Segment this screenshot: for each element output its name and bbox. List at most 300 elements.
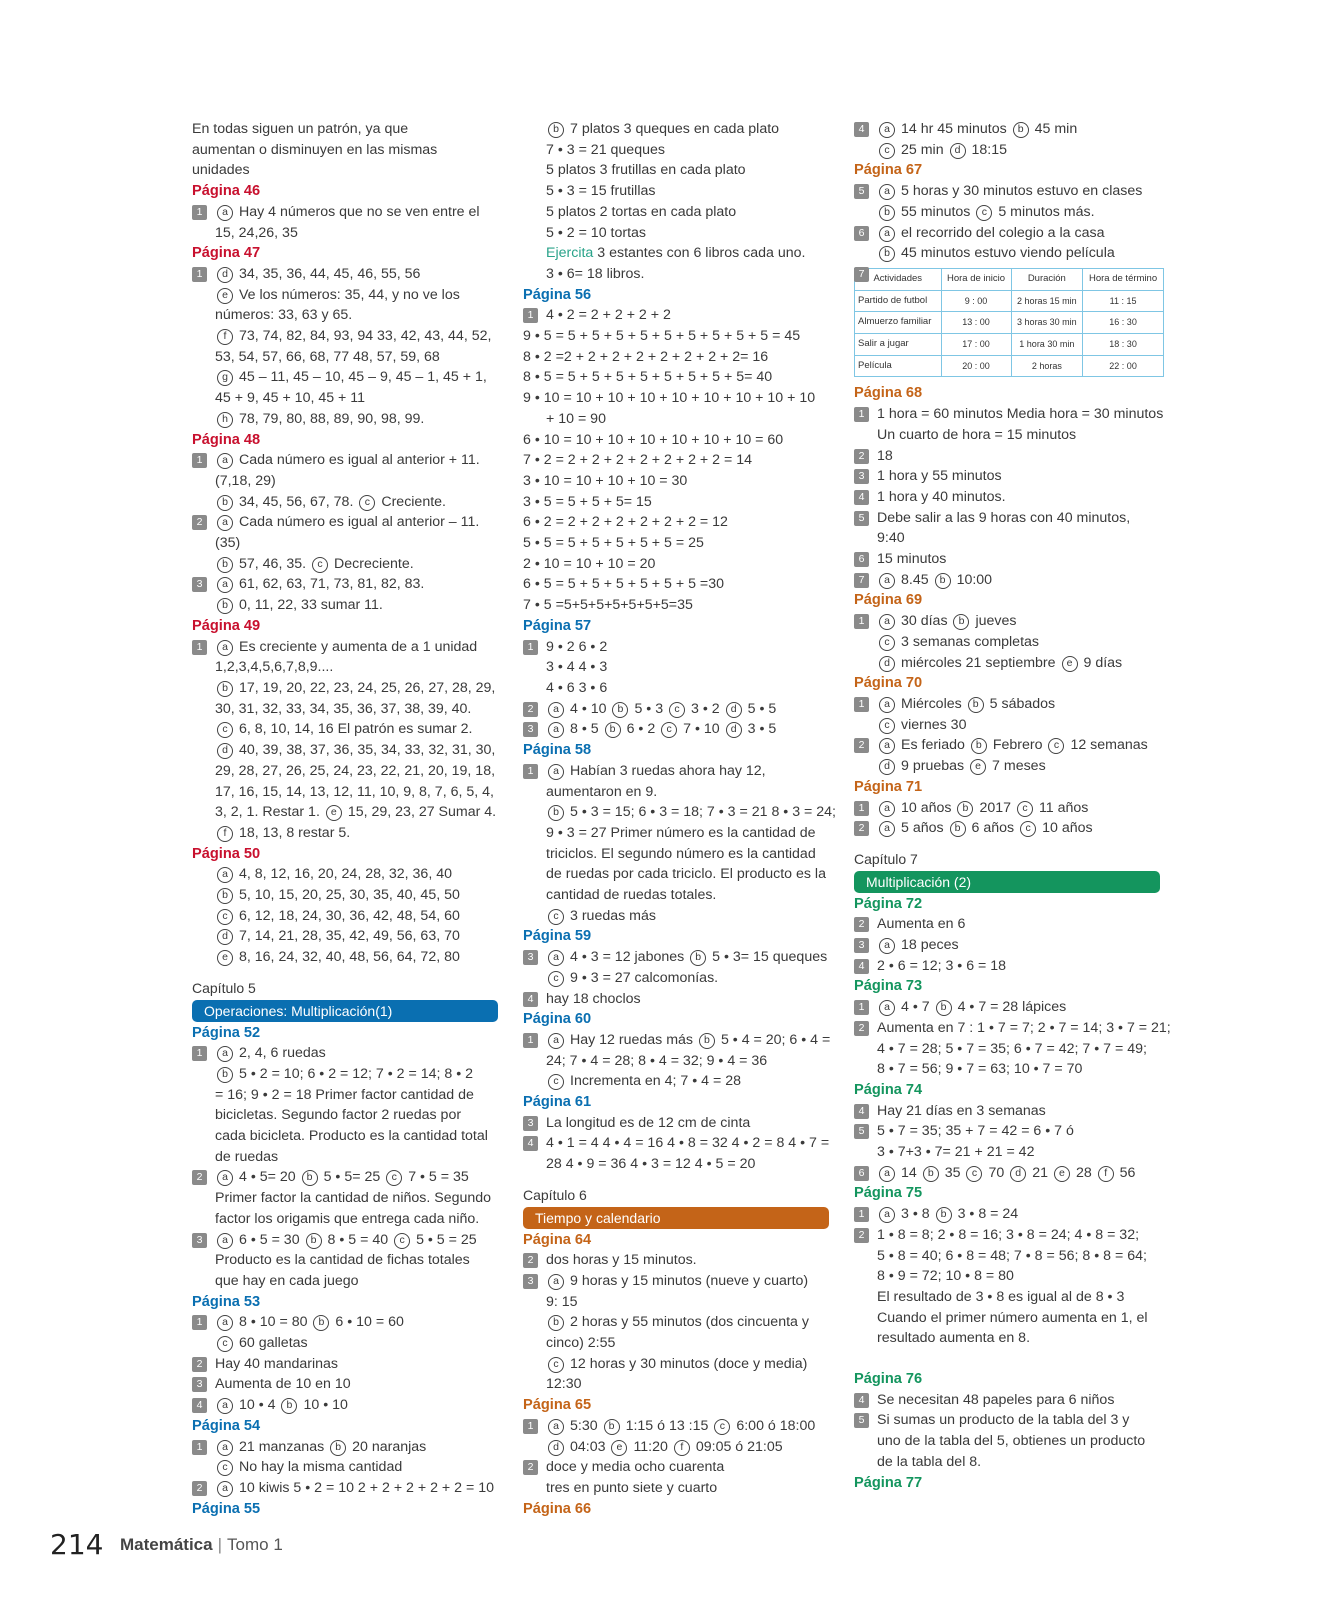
answer-line: 2 18 <box>854 446 1166 467</box>
option-letter-icon: c <box>966 1166 982 1182</box>
option-letter-icon: c <box>312 557 328 573</box>
option-letter-icon: c <box>976 205 992 221</box>
option-letter-icon: b <box>306 1233 322 1249</box>
answer-line: 4 2 • 6 = 12; 3 • 6 = 18 <box>854 956 1166 977</box>
option-letter-icon: a <box>217 640 233 656</box>
option-letter-icon: c <box>386 1170 402 1186</box>
table-cell: 13 : 00 <box>941 312 1011 334</box>
answer-line: 3 • 7+3 • 7= 21 + 21 = 42 <box>877 1144 1035 1161</box>
answer-line: 8 • 5 = 5 + 5 + 5 + 5 + 5 + 5 + 5 + 5= 40 <box>523 369 773 386</box>
option-letter-icon: c <box>669 702 685 718</box>
answer-line: c 3 ruedas más <box>523 906 835 927</box>
option-letter-icon: a <box>548 702 564 718</box>
answer-line: unidades <box>192 162 250 179</box>
answer-line: 1 a 2, 4, 6 ruedas <box>192 1043 504 1064</box>
answer-line: c 6, 8, 10, 14, 16 El patrón es sumar 2. <box>192 719 504 740</box>
answer-line: d 40, 39, 38, 37, 36, 35, 34, 33, 32, 31, 30, <box>192 740 504 761</box>
answer-line: 5 platos 3 frutillas en cada plato <box>546 162 746 179</box>
answer-line: El resultado de 3 • 8 es igual al de 8 • 3 <box>877 1288 1125 1305</box>
option-letter-icon: c <box>879 143 895 159</box>
exercise-number-badge: 5 <box>854 511 869 526</box>
option-letter-icon: b <box>281 1398 297 1414</box>
answer-line: 7 • 2 = 2 + 2 + 2 + 2 + 2 + 2 + 2 = 14 <box>523 452 752 469</box>
option-letter-icon: a <box>548 1033 564 1049</box>
spacer <box>854 1349 1166 1369</box>
page-heading: Página 73 <box>854 978 923 995</box>
answer-line: 2 1 • 8 = 8; 2 • 8 = 16; 3 • 8 = 24; 4 • 8 = 32; <box>854 1225 1166 1246</box>
exercise-number-badge: 2 <box>854 449 869 464</box>
answer-line: c No hay la misma cantidad <box>192 1457 504 1478</box>
option-letter-icon: a <box>879 614 895 630</box>
answers-column-2 <box>523 119 835 1519</box>
option-letter-icon: a <box>548 1274 564 1290</box>
option-letter-icon: e <box>217 950 233 966</box>
answer-line: 1 a 8 • 10 = 80 b 6 • 10 = 60 <box>192 1312 504 1333</box>
page-heading: Página 71 <box>854 778 923 795</box>
option-letter-icon: d <box>879 759 895 775</box>
table-row <box>855 290 1164 312</box>
answer-line: 3 • 6= 18 libros. <box>546 265 645 282</box>
option-letter-icon: b <box>923 1166 939 1182</box>
option-letter-icon: f <box>217 826 233 842</box>
option-letter-icon: b <box>953 614 969 630</box>
answer-line: 6 15 minutos <box>854 549 1166 570</box>
exercise-number-badge: 2 <box>192 1357 207 1372</box>
exercise-number-badge: 2 <box>192 515 207 530</box>
option-letter-icon: b <box>879 246 895 262</box>
option-letter-icon: d <box>548 1440 564 1456</box>
option-letter-icon: c <box>548 909 564 925</box>
answer-line: 1,2,3,4,5,6,7,8,9.... <box>215 659 334 676</box>
option-letter-icon: c <box>879 635 895 651</box>
table-cell: 18 : 30 <box>1083 334 1164 356</box>
table-header: Hora de inicio <box>941 268 1011 290</box>
answer-line: cinco) 2:55 <box>546 1335 616 1352</box>
answer-line: 3 a 18 peces <box>854 935 1166 956</box>
page-heading: Página 58 <box>523 742 592 759</box>
page-heading: Página 65 <box>523 1397 592 1414</box>
answer-line: 30, 31, 32, 33, 34, 35, 36, 37, 38, 39, 40. <box>215 700 472 717</box>
answer-line: aumentan o disminuyen en las mismas <box>192 141 438 158</box>
option-letter-icon: b <box>217 495 233 511</box>
answer-line: 1 4 • 2 = 2 + 2 + 2 + 2 <box>523 305 835 326</box>
option-letter-icon: b <box>548 1315 564 1331</box>
option-letter-icon: c <box>217 1460 233 1476</box>
option-letter-icon: b <box>217 1067 233 1083</box>
answer-line: d 04:03 e 11:20 f 09:05 ó 21:05 <box>523 1437 835 1458</box>
option-letter-icon: d <box>726 722 742 738</box>
answer-line: + 10 = 90 <box>546 410 606 427</box>
table-cell: Partido de futbol <box>855 290 942 312</box>
option-letter-icon: a <box>879 184 895 200</box>
option-letter-icon: a <box>879 938 895 954</box>
answer-line: 3 Aumenta de 10 en 10 <box>192 1374 504 1395</box>
exercise-number-badge: 3 <box>854 469 869 484</box>
answer-line: d 7, 14, 21, 28, 35, 42, 49, 56, 63, 70 <box>192 926 504 947</box>
option-letter-icon: f <box>674 1440 690 1456</box>
exercise-number-badge: 5 <box>854 184 869 199</box>
option-letter-icon: b <box>1013 122 1029 138</box>
answer-line: aumentaron en 9. <box>546 783 658 800</box>
exercise-number-badge: 1 <box>192 1315 207 1330</box>
option-letter-icon: g <box>217 370 233 386</box>
exercise-number-badge: 1 <box>523 1033 538 1048</box>
answer-line: de ruedas <box>215 1148 279 1165</box>
page-heading: Página 56 <box>523 286 592 303</box>
exercise-number-badge: 3 <box>192 577 207 592</box>
table-cell: 2 horas <box>1011 355 1083 377</box>
option-letter-icon: b <box>330 1440 346 1456</box>
answer-line: 6 • 2 = 2 + 2 + 2 + 2 + 2 + 2 = 12 <box>523 514 728 531</box>
answer-line: b 7 platos 3 queques en cada plato <box>523 119 835 140</box>
exercise-number-badge: 1 <box>192 1440 207 1455</box>
page-heading: Página 55 <box>192 1500 261 1517</box>
answer-line: c viernes 30 <box>854 715 1166 736</box>
option-letter-icon: c <box>217 1336 233 1352</box>
answer-line: 1 a Es creciente y aumenta de a 1 unidad <box>192 637 504 658</box>
exercise-number-badge: 3 <box>192 1377 207 1392</box>
answer-line: 3 • 10 = 10 + 10 + 10 = 30 <box>523 472 688 489</box>
answer-line: 1 a 10 años b 2017 c 11 años <box>854 798 1166 819</box>
exercise-number-badge: 3 <box>523 950 538 965</box>
chapter-label: Capítulo 7 <box>854 850 918 867</box>
answer-line: 1 a Habían 3 ruedas ahora hay 12, <box>523 761 835 782</box>
answer-line: 3 a 9 horas y 15 minutos (nueve y cuarto) <box>523 1271 835 1292</box>
option-letter-icon: c <box>359 495 375 511</box>
page-heading: Página 48 <box>192 431 261 448</box>
option-letter-icon: a <box>548 950 564 966</box>
answer-line: Ejercita 3 estantes con 6 libros cada uno. <box>546 245 806 262</box>
answer-line: 7 • 3 = 21 queques <box>546 141 665 158</box>
exercise-number-badge: 1 <box>854 801 869 816</box>
page-heading: Página 76 <box>854 1371 923 1388</box>
answer-line: 5 a 5 horas y 30 minutos estuvo en clases <box>854 181 1166 202</box>
option-letter-icon: b <box>605 722 621 738</box>
answer-line: 1 a 30 días b jueves <box>854 611 1166 632</box>
answer-line: uno de la tabla del 5, obtienes un producto <box>877 1433 1146 1450</box>
answer-line: 1 a 5:30 b 1:15 ó 13 :15 c 6:00 ó 18:00 <box>523 1416 835 1437</box>
answer-line: 2 a Cada número es igual al anterior – 11. <box>192 512 504 533</box>
exercise-number-badge: 4 <box>523 1136 538 1151</box>
page-heading: Página 52 <box>192 1024 261 1041</box>
table-row <box>855 355 1164 377</box>
answer-line: 53, 54, 57, 66, 68, 77 48, 57, 59, 68 <box>215 348 440 365</box>
option-letter-icon: a <box>217 1046 233 1062</box>
answer-line: 4 Hay 21 días en 3 semanas <box>854 1101 1166 1122</box>
table-cell: 2 horas 15 min <box>1011 290 1083 312</box>
page-heading: Página 53 <box>192 1293 261 1310</box>
table-row <box>855 312 1164 334</box>
page-heading: Página 59 <box>523 928 592 945</box>
exercise-number-badge: 1 <box>854 1207 869 1222</box>
answer-line: 4 1 hora y 40 minutos. <box>854 487 1166 508</box>
answer-line: de la tabla del 8. <box>877 1453 982 1470</box>
option-letter-icon: a <box>879 226 895 242</box>
answer-line: 5 Si sumas un producto de la tabla del 3 y <box>854 1410 1166 1431</box>
chapter-title-band: Operaciones: Multiplicación(1) <box>192 1000 498 1022</box>
answer-line: 29, 28, 27, 26, 25, 24, 23, 22, 21, 20, 19, 18, <box>215 762 496 779</box>
option-letter-icon: c <box>394 1233 410 1249</box>
answer-line: 2 a 4 • 5= 20 b 5 • 5= 25 c 7 • 5 = 35 <box>192 1167 504 1188</box>
answer-line: c 25 min d 18:15 <box>854 140 1166 161</box>
answer-line: 2 Aumenta en 7 : 1 • 7 = 7; 2 • 7 = 14; 3 • 7 = 21; <box>854 1018 1166 1039</box>
page-heading: Página 50 <box>192 845 261 862</box>
exercise-number-badge: 7 <box>854 573 869 588</box>
answer-line: 6 • 5 = 5 + 5 + 5 + 5 + 5 + 5 =30 <box>523 576 724 593</box>
exercise-number-badge: 1 <box>192 453 207 468</box>
option-letter-icon: b <box>936 1207 952 1223</box>
answer-line: 2 Aumenta en 6 <box>854 914 1166 935</box>
exercise-number-badge: 4 <box>854 490 869 505</box>
answer-line: 4 a 14 hr 45 minutos b 45 min <box>854 119 1166 140</box>
option-letter-icon: d <box>217 743 233 759</box>
answer-line: b 45 minutos estuvo viendo película <box>854 243 1166 264</box>
answer-line: = 16; 9 • 2 = 18 Primer factor cantidad de <box>215 1086 474 1103</box>
option-letter-icon: a <box>879 801 895 817</box>
option-letter-icon: d <box>1010 1166 1026 1182</box>
exercise-number-badge: 4 <box>854 1393 869 1408</box>
option-letter-icon: b <box>690 950 706 966</box>
option-letter-icon: a <box>217 205 233 221</box>
option-letter-icon: d <box>217 929 233 945</box>
option-letter-icon: d <box>726 702 742 718</box>
answer-line: Un cuarto de hora = 15 minutos <box>877 426 1077 443</box>
answer-line: 2 a Es feriado b Febrero c 12 semanas <box>854 735 1166 756</box>
answer-line: 3 a 8 • 5 b 6 • 2 c 7 • 10 d 3 • 5 <box>523 719 835 740</box>
answer-line: e Ve los números: 35, 44, y no ve los <box>192 285 504 306</box>
answer-line: e 8, 16, 24, 32, 40, 48, 56, 64, 72, 80 <box>192 947 504 968</box>
option-letter-icon: b <box>968 697 984 713</box>
table-cell: 16 : 30 <box>1083 312 1164 334</box>
option-letter-icon: b <box>950 821 966 837</box>
answer-line: 1 9 • 2 6 • 2 <box>523 637 835 658</box>
answer-line: 2 a 5 años b 6 años c 10 años <box>854 818 1166 839</box>
answer-line: 2 doce y media ocho cuarenta <box>523 1457 835 1478</box>
exercise-number-badge: 1 <box>523 640 538 655</box>
answer-line: 9 • 5 = 5 + 5 + 5 + 5 + 5 + 5 + 5 + 5 + 5 = 45 <box>523 328 801 345</box>
answer-line: 4 4 • 1 = 4 4 • 4 = 16 4 • 8 = 32 4 • 2 = 8 4 • 7 = <box>523 1133 835 1154</box>
answer-line: 1 d 34, 35, 36, 44, 45, 46, 55, 56 <box>192 264 504 285</box>
answer-line: c 60 galletas <box>192 1333 504 1354</box>
ejercita-label: Ejercita <box>546 245 594 262</box>
exercise-number-badge: 4 <box>854 1104 869 1119</box>
page-heading: Página 57 <box>523 617 592 634</box>
option-letter-icon: c <box>714 1419 730 1435</box>
answer-line: 5 • 2 = 10 tortas <box>546 224 647 241</box>
option-letter-icon: a <box>217 515 233 531</box>
table-cell: 3 horas 30 min <box>1011 312 1083 334</box>
exercise-number-badge: 2 <box>854 1021 869 1036</box>
exercise-number-badge: 1 <box>192 267 207 282</box>
option-letter-icon: d <box>879 656 895 672</box>
answer-line: 2 a 10 kiwis 5 • 2 = 10 2 + 2 + 2 + 2 + 2 = 10 <box>192 1478 504 1499</box>
answer-line: (35) <box>215 535 241 552</box>
answer-line: a 4, 8, 12, 16, 20, 24, 28, 32, 36, 40 <box>192 864 504 885</box>
page-heading: Página 47 <box>192 245 261 262</box>
exercise-number-badge: 1 <box>523 308 538 323</box>
exercise-number-badge: 3 <box>523 1274 538 1289</box>
book-title <box>120 1535 283 1555</box>
table-cell: Película <box>855 355 942 377</box>
option-letter-icon: a <box>548 764 564 780</box>
table-cell: 11 : 15 <box>1083 290 1164 312</box>
answer-line: d 9 pruebas e 7 meses <box>854 756 1166 777</box>
answer-line: 1 a Hay 12 ruedas más b 5 • 4 = 20; 6 • 4 = <box>523 1030 835 1051</box>
answer-line: b 5, 10, 15, 20, 25, 30, 35, 40, 45, 50 <box>192 885 504 906</box>
book-name: Matemática <box>120 1535 213 1554</box>
answer-line: factor los origamis que entrega cada niño. <box>215 1210 480 1227</box>
page-heading: Página 49 <box>192 617 261 634</box>
option-letter-icon: a <box>217 1315 233 1331</box>
answer-line: b 0, 11, 22, 33 sumar 11. <box>192 595 504 616</box>
answer-line: f 73, 74, 82, 84, 93, 94 33, 42, 43, 44, 52, <box>192 326 504 347</box>
exercise-number-badge: 4 <box>192 1398 207 1413</box>
exercise-number-badge: 2 <box>523 1460 538 1475</box>
option-letter-icon: b <box>548 805 564 821</box>
exercise-number-badge: 1 <box>523 1419 538 1434</box>
answer-line: En todas siguen un patrón, ya que <box>192 121 409 137</box>
page-footer <box>50 1528 283 1564</box>
answer-line: 1 a Hay 4 números que no se ven entre el <box>192 202 504 223</box>
answer-line: 5 Debe salir a las 9 horas con 40 minutos, <box>854 508 1166 529</box>
option-letter-icon: e <box>1062 656 1078 672</box>
answer-line: cantidad de ruedas totales. <box>546 887 717 904</box>
answers-column-3 <box>854 119 1171 1493</box>
exercise-number-badge: 1 <box>192 1046 207 1061</box>
answer-line: 4 • 6 3 • 6 <box>546 679 608 696</box>
table-cell: 17 : 00 <box>941 334 1011 356</box>
exercise-number-badge: 5 <box>854 1413 869 1428</box>
exercise-number-badge: 3 <box>523 1116 538 1131</box>
answer-line: bicicletas. Segundo factor 2 ruedas por <box>215 1107 462 1124</box>
exercise-number-badge: 1 <box>192 205 207 220</box>
answer-line: que hay en cada juego <box>215 1272 359 1289</box>
option-letter-icon: b <box>313 1315 329 1331</box>
option-letter-icon: e <box>217 288 233 304</box>
option-letter-icon: b <box>217 598 233 614</box>
answer-line: tres en punto siete y cuarto <box>546 1480 718 1496</box>
option-letter-icon: b <box>548 122 564 138</box>
answer-line: 3 • 5 = 5 + 5 + 5= 15 <box>523 493 652 510</box>
page-heading: Página 74 <box>854 1081 923 1098</box>
option-letter-icon: b <box>936 1000 952 1016</box>
option-letter-icon: c <box>548 971 564 987</box>
answer-line: 3 1 hora y 55 minutos <box>854 466 1166 487</box>
option-letter-icon: a <box>217 1398 233 1414</box>
answer-line: 2 • 10 = 10 + 10 = 20 <box>523 555 656 572</box>
exercise-number-badge: 3 <box>854 938 869 953</box>
answer-line: 5 platos 2 tortas en cada plato <box>546 203 737 220</box>
answer-line: 3 a 6 • 5 = 30 b 8 • 5 = 40 c 5 • 5 = 25 <box>192 1230 504 1251</box>
table-header: Hora de término <box>1083 268 1164 290</box>
option-letter-icon: b <box>971 738 987 754</box>
exercise-number-badge: 1 <box>854 697 869 712</box>
chapter-label: Capítulo 5 <box>192 979 256 996</box>
answers-column-1 <box>192 119 504 1519</box>
answer-line: 9:40 <box>877 530 905 547</box>
table-cell: 20 : 00 <box>941 355 1011 377</box>
answer-line: 24; 7 • 4 = 28; 8 • 4 = 32; 9 • 4 = 36 <box>546 1052 768 1069</box>
chapter-title-band: Tiempo y calendario <box>523 1207 829 1229</box>
option-letter-icon: b <box>604 1419 620 1435</box>
exercise-number-badge: 1 <box>854 1000 869 1015</box>
answer-line: de ruedas por cada triciclo. El producto es la <box>546 866 826 883</box>
answer-line: 3 La longitud es de 12 cm de cinta <box>523 1113 835 1134</box>
option-letter-icon: c <box>879 718 895 734</box>
page-heading: Página 68 <box>854 385 923 402</box>
answer-line: triciclos. El segundo número es la cantidad <box>546 845 816 862</box>
option-letter-icon: c <box>1020 821 1036 837</box>
exercise-number-badge: 6 <box>854 226 869 241</box>
answer-line: resultado aumenta en 8. <box>877 1330 1031 1347</box>
exercise-number-badge: 2 <box>854 821 869 836</box>
page-heading: Página 70 <box>854 675 923 692</box>
option-letter-icon: a <box>548 722 564 738</box>
option-letter-icon: a <box>548 1419 564 1435</box>
answer-line: 6 • 10 = 10 + 10 + 10 + 10 + 10 + 10 = 60 <box>523 431 784 448</box>
answer-line: 3 a 61, 62, 63, 71, 73, 81, 82, 83. <box>192 574 504 595</box>
answer-line: 9: 15 <box>546 1293 578 1310</box>
exercise-number-badge: 2 <box>854 917 869 932</box>
answer-line: 2 a 4 • 10 b 5 • 3 c 3 • 2 d 5 • 5 <box>523 699 835 720</box>
exercise-number-badge: 1 <box>192 640 207 655</box>
answer-line: b 5 • 2 = 10; 6 • 2 = 12; 7 • 2 = 14; 8 • 2 <box>192 1064 504 1085</box>
answer-line: g 45 – 11, 45 – 10, 45 – 9, 45 – 1, 45 + 1, <box>192 367 504 388</box>
answer-line: Primer factor la cantidad de niños. Segundo <box>215 1190 492 1207</box>
answer-line: (7,18, 29) <box>215 472 276 489</box>
option-letter-icon: b <box>302 1170 318 1186</box>
answer-line: 1 a 3 • 8 b 3 • 8 = 24 <box>854 1204 1166 1225</box>
answer-line: 28 4 • 9 = 36 4 • 3 = 12 4 • 5 = 20 <box>546 1156 756 1173</box>
answer-line: 5 • 5 = 5 + 5 + 5 + 5 + 5 = 25 <box>523 535 704 552</box>
option-letter-icon: e <box>970 759 986 775</box>
answer-line: 3 a 4 • 3 = 12 jabones b 5 • 3= 15 queques <box>523 947 835 968</box>
option-letter-icon: b <box>217 888 233 904</box>
option-letter-icon: b <box>217 681 233 697</box>
option-letter-icon: b <box>957 801 973 817</box>
option-letter-icon: c <box>661 722 677 738</box>
volume: Tomo 1 <box>227 1535 283 1554</box>
option-letter-icon: b <box>217 557 233 573</box>
table-header: Actividades <box>855 268 942 290</box>
option-letter-icon: a <box>879 1166 895 1182</box>
page-heading: Página 60 <box>523 1011 592 1028</box>
exercise-number-badge: 2 <box>854 738 869 753</box>
option-letter-icon: b <box>612 702 628 718</box>
answer-line: cada bicicleta. Producto es la cantidad total <box>215 1128 488 1145</box>
page-heading: Página 67 <box>854 162 923 179</box>
answer-line: 1 a 4 • 7 b 4 • 7 = 28 lápices <box>854 997 1166 1018</box>
answer-line: 6 a el recorrido del colegio a la casa <box>854 223 1166 244</box>
answer-line: b 57, 46, 35. c Decreciente. <box>192 554 504 575</box>
answer-line: 8 • 2 =2 + 2 + 2 + 2 + 2 + 2 + 2 + 2= 16 <box>523 348 769 365</box>
exercise-number-badge: 5 <box>854 1124 869 1139</box>
answer-line: f 18, 13, 8 restar 5. <box>192 823 504 844</box>
page-number: 214 <box>50 1528 104 1561</box>
answer-line: h 78, 79, 80, 88, 89, 90, 98, 99. <box>192 409 504 430</box>
answer-line: b 55 minutos c 5 minutos más. <box>854 202 1166 223</box>
exercise-number-badge: 7 <box>854 267 869 282</box>
answer-line: números: 33, 63 y 65. <box>215 307 353 324</box>
page-heading: Página 69 <box>854 592 923 609</box>
page-heading: Página 54 <box>192 1417 261 1434</box>
option-letter-icon: a <box>217 1233 233 1249</box>
option-letter-icon: a <box>879 573 895 589</box>
option-letter-icon: a <box>217 577 233 593</box>
exercise-number-badge: 2 <box>523 702 538 717</box>
option-letter-icon: d <box>217 267 233 283</box>
chapter-label: Capítulo 6 <box>523 1186 587 1203</box>
